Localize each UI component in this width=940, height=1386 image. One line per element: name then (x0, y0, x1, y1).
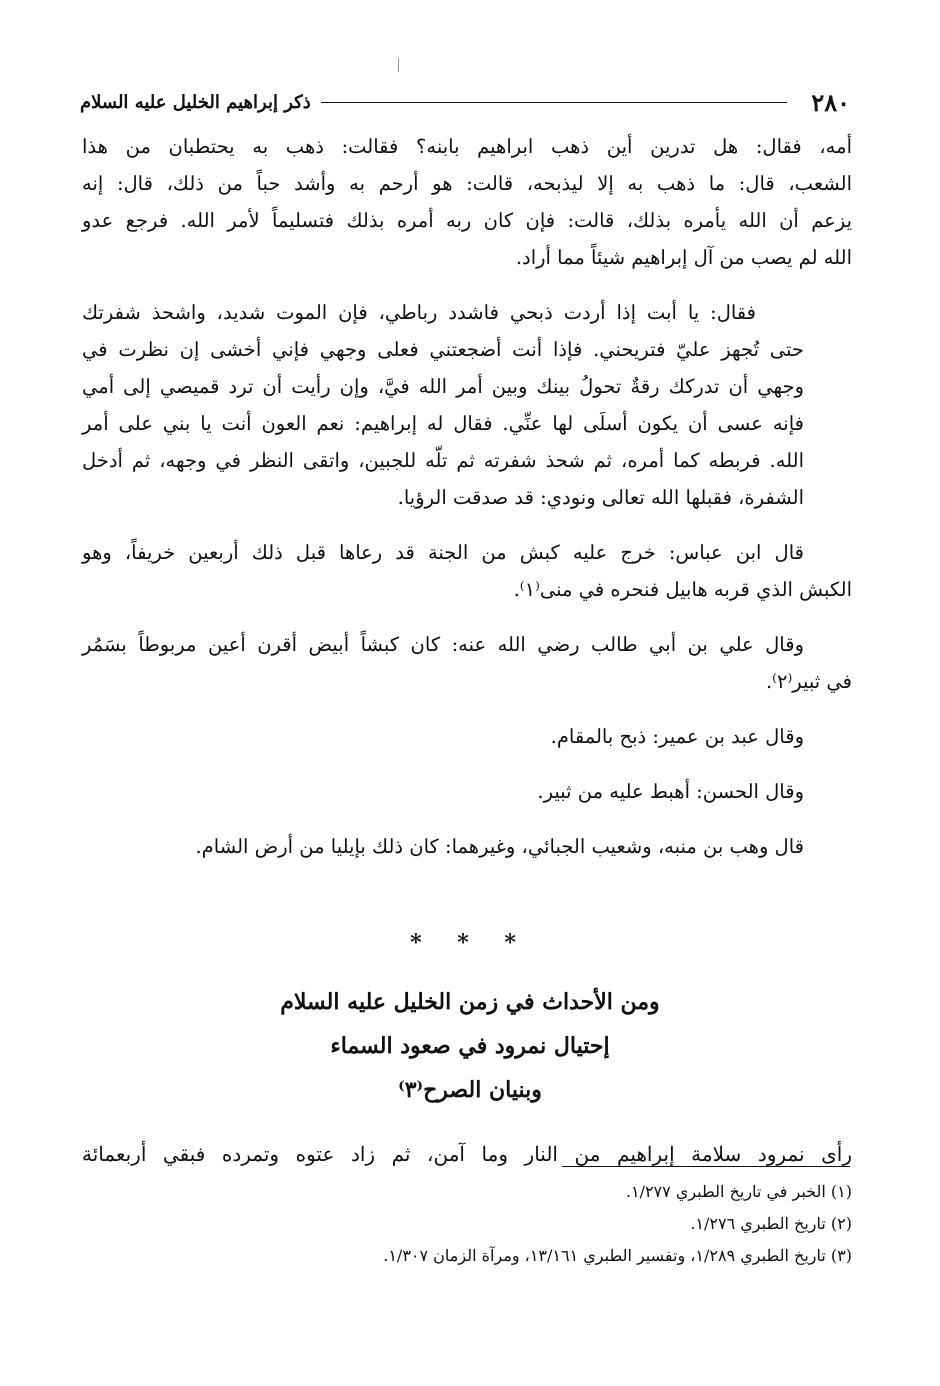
section-separator: * * * (410, 930, 530, 956)
paragraph-7 (82, 828, 852, 865)
paragraph-1 (82, 128, 852, 276)
text-line: الله لم يصب من آل إبراهيم شيئاً مما أراد. (515, 246, 852, 269)
footnote-3: (٣) تاريخ الطبري ١/٢٨٩، وتفسير الطبري ١٣/١٦١، ومرآة الزمان ١/٣٠٧. (383, 1246, 852, 1265)
footnotes (82, 1176, 852, 1272)
text-line: يزعم أن الله يأمره بذلك، قالت: فإن كان ربه أمره بذلك فتسليماً لأمر الله. فرجع عدو (82, 209, 852, 232)
text-line: في ثبير⁽٢⁾. (765, 670, 852, 693)
header-rule (321, 102, 788, 103)
text-line: الكبش الذي قربه هابيل فنحره في منى⁽١⁾. (513, 578, 852, 601)
text-line: فقال: يا أبت إذا أردت ذبحي فاشدد رباطي، فإن الموت شديد، واشحذ شفرتك (82, 301, 756, 324)
paragraph-3 (82, 534, 852, 608)
text-line: قال ابن عباس: خرج عليه كبش من الجنة قد رعاها قبل ذلك أربعين خريفاً، وهو (82, 541, 804, 564)
text-line: وقال علي بن أبي طالب رضي الله عنه: كان كبشاً أبيض أقرن أعين مربوطاً بسَمُر (82, 633, 804, 656)
footnote-rule (562, 1166, 850, 1167)
chapter-title: ذكر إبراهيم الخليل عليه السلام (80, 91, 311, 113)
footnote-1: (١) الخبر في تاريخ الطبري ١/٢٧٧. (625, 1182, 852, 1201)
running-header (80, 84, 850, 120)
paragraph-4 (82, 626, 852, 700)
text-line: الشعب، قال: ما ذهب به إلا ليذبحه، قالت: هو أرحم به وأشد حباً من ذلك، قال: إنه (82, 172, 852, 195)
text-line: وجهي أن تدركك رقةٌ تحولُ بينك وبين أمر الله فيَّ، وإن رأيت أن ترد قميصي إلى أمي (82, 375, 804, 398)
body-text (82, 128, 852, 883)
footnote-2: (٢) تاريخ الطبري ١/٢٧٦. (690, 1214, 852, 1233)
scan-mark (398, 58, 399, 72)
page-number: ٢٨٠ (811, 87, 850, 117)
text-line: أمه، فقال: هل تدرين أين ذهب ابراهيم بابنه؟ فقالت: ذهب به يحتطبان من هذا (82, 135, 852, 158)
section-heading-line-3: وبنيان الصرح⁽٣⁾ (398, 1077, 542, 1103)
section-heading-line-2: إحتيال نمرود في صعود السماء (330, 1033, 610, 1059)
text-line: قال وهب بن منبه، وشعيب الجبائي، وغيرهما: كان ذلك بإيليا من أرض الشام. (195, 835, 804, 858)
paragraph-6 (82, 773, 852, 810)
text-line: الشفرة، فقبلها الله تعالى ونودي: قد صدقت الرؤيا. (397, 486, 804, 509)
text-line: الله. فربطه كما أمره، ثم شحذ شفرته ثم تلّه للجبين، واتقى النظر في وجهه، ثم أدخل (82, 449, 804, 472)
section-heading-line-1: ومن الأحداث في زمن الخليل عليه السلام (280, 989, 660, 1015)
text-line: حتى تُجهز عليّ فتريحني. فإذا أنت أضجعتني فعلى وجهي فإني أخشى إن نظرت في (82, 338, 804, 361)
text-line: وقال الحسن: أهبط عليه من ثبير. (537, 780, 804, 803)
paragraph-5 (82, 718, 852, 755)
text-line: فإنه عسى أن يكون أسلَى لها عنِّي. فقال له إبراهيم: نعم العون أنت يا بني على أمر (82, 412, 804, 435)
paragraph-2 (82, 294, 852, 516)
text-line: وقال عبد بن عمير: ذبح بالمقام. (550, 725, 804, 748)
section-heading (0, 980, 940, 1112)
text-line: رأى نمرود سلامة إبراهيم من النار وما آمن، ثم زاد عتوه وتمرده فبقي أربعمائة (82, 1142, 852, 1166)
